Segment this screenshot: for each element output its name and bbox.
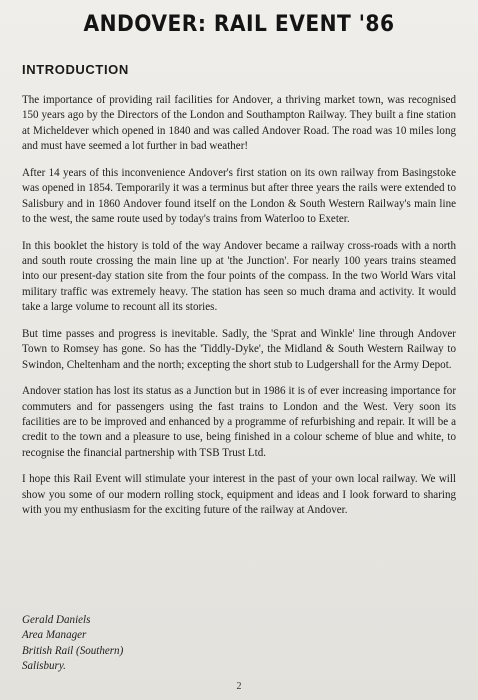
- page-number: 2: [236, 681, 242, 692]
- signatory-name: Gerald Daniels: [22, 614, 91, 626]
- paragraph: The importance of providing rail facilities for Andover, a thriving market town, was recognised 150 years ago by the Directors of the London and Southampton Railway. They built a fine station at Micheldever which opened in 1840 and was called Andover Road. The road was 10 miles long and must have seemed a lot further in bad weather!: [22, 94, 456, 153]
- page-title: ANDOVER: RAIL EVENT '86: [83, 12, 395, 37]
- signatory-organisation: British Rail (Southern): [22, 644, 124, 657]
- paragraph: After 14 years of this inconvenience Andover's first station on its own railway from Basingstoke was opened in 1854. Temporarily it was a terminus but after three years the rails were extended to Salisbury and in 1860 Andover found itself on the London & South Western Railway's main line to the west, the same route used by today's trains from Waterloo to Exeter.: [22, 166, 456, 226]
- section-heading: INTRODUCTION: [22, 62, 129, 77]
- signatory-place: Salisbury.: [22, 660, 66, 673]
- signatory-position: Area Manager: [22, 629, 87, 642]
- introduction-body: [22, 93, 456, 530]
- paragraph: But time passes and progress is inevitable. Sadly, the 'Sprat and Winkle' line through Andover Town to Romsey has gone. So has the 'Tiddly-Dyke', the Midland & South Western Railway to Swindon, Cheltenham and the north; excepting the short stub to Ludgershall for the Army Depot.: [22, 327, 456, 371]
- paragraph: I hope this Rail Event will stimulate your interest in the past of your own local railway. We will show you some of our modern rolling stock, equipment and ideas and I look forward to sharing with you my enthusiasm for the exciting future of the railway at Andover.: [22, 473, 456, 517]
- signature-block: [22, 613, 123, 675]
- paragraph: Andover station has lost its status as a Junction but in 1986 it is of ever increasing importance for commuters and for passengers using the fast trains to London and the West. Very soon its facilities are to be improved and enhanced by a programme of refurbishing and repair. It will be a credit to the town and a pleasure to use, being finished in a colour scheme of blue and white, to recognise the financial partnership with TSB Trust Ltd.: [22, 385, 456, 459]
- paragraph: In this booklet the history is told of the way Andover became a railway cross-roads with a north and south route crossing the main line up at 'the Junction'. For nearly 100 years trains steamed into our present-day station site from the four points of the compass. In the two World Wars vital military traffic was extremely heavy. The station has seen so much drama and activity. It would take a large volume to recount all its stories.: [22, 239, 456, 314]
